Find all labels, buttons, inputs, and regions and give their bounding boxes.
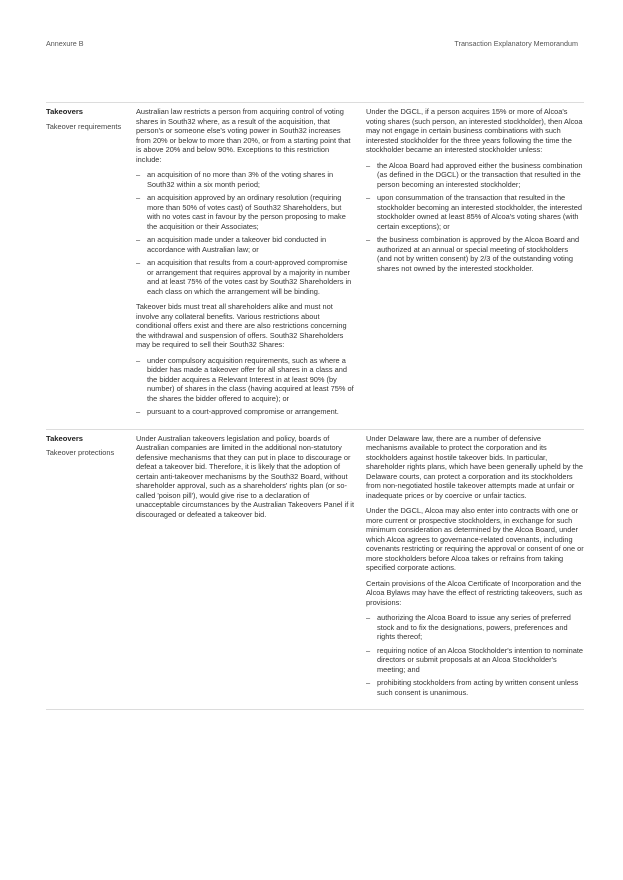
dash-marker: –	[136, 193, 141, 202]
list-item	[136, 193, 354, 231]
list-item	[366, 161, 584, 190]
list-item	[136, 235, 354, 254]
dash-list	[136, 356, 354, 417]
list-item-text: an acquisition that results from a court-approved compromise or arrangement that requires approval by a majority in number and at least 75% of the votes cast by South32 Shareholders in each class on which the arrangement will be binding.	[147, 258, 352, 296]
dash-marker: –	[136, 407, 141, 416]
paragraph: Under Australian takeovers legislation and policy, boards of Australian companies are limited in the additional non-statutory defensive mechanisms that they can put in place to discourage or defeat a takeover bid. Therefore, it is likely that the adoption of certain anti-takeover mechanisms by the South32 Board, without shareholder approval, such as a shareholders' rights plan (or so-called 'poison pill'), would give rise to a declaration of unacceptable circumstances by the Australian Takeovers Panel if it discouraged or defeated a takeover bid.	[136, 433, 355, 519]
list-item-text: upon consummation of the transaction that resulted in the stockholder becoming an interested stockholder, the interested stockholder owned at least 85% of Alcoa's voting shares (with certain exceptions); or	[377, 193, 583, 231]
dash-marker: –	[366, 235, 371, 244]
alcoa-cell	[360, 429, 584, 710]
dash-list	[136, 170, 354, 296]
list-item-text: an acquisition approved by an ordinary resolution (requiring more than 50% of votes cast) of South32 Shareholders, but with no votes cast in favour by the person proposing to make the acquisition or their Associates;	[147, 193, 346, 231]
dash-marker: –	[366, 678, 371, 687]
topic-cell	[46, 103, 136, 430]
dash-marker: –	[366, 613, 371, 622]
paragraph: Takeover bids must treat all shareholders alike and must not involve any collateral benefits. Various restrictions about conditional offers exist and there are also restrictions concerning the withdrawal and suspension of offers. South32 Shareholders may be required to sell their South32 Shares:	[136, 302, 347, 349]
south32-cell	[136, 429, 360, 710]
table-row-takeover-protections	[46, 429, 584, 710]
list-item	[366, 678, 584, 697]
list-item-text: authorizing the Alcoa Board to issue any series of preferred stock and to fix the designations, powers, preferences and rights thereof;	[377, 613, 571, 641]
dash-marker: –	[366, 193, 371, 202]
list-item-text: an acquisition of no more than 3% of the voting shares in South32 within a six month period;	[147, 170, 334, 189]
topic-heading: Takeovers	[46, 433, 84, 443]
list-item-text: under compulsory acquisition requirements, such as where a bidder has made a takeover offer for all shares in a class and the bidder acquires a Relevant Interest in at least 90% (by number) of shares in the class (having acquired at least 75% of the shares the bidder offered to acquire); or	[147, 355, 354, 403]
subtopic-label: Takeover protections	[46, 448, 115, 457]
paragraph: Australian law restricts a person from acquiring control of voting shares in South32 where, as a result of the acquisition, that person's or someone else's voting power in South32 increases from 20% or below to more than 20%, or from a starting point that is above 20% and below 90%. Exceptions to this restriction include:	[136, 107, 351, 164]
dash-marker: –	[366, 160, 371, 170]
dash-marker: –	[136, 258, 141, 267]
comparison-table	[46, 102, 584, 710]
dash-list	[366, 161, 584, 274]
list-item-text: the Alcoa Board had approved either the business combination (as defined in the DGCL) or the transaction that resulted in the person becoming an interested stockholder;	[377, 160, 583, 189]
paragraph: Under Delaware law, there are a number of defensive mechanisms available to protect the corporation and its stockholders against hostile takeover bids. In particular, shareholder rights plans, which have been generally upheld by the Delaware courts, can protect a corporation and its stockholders from non-negotiated hostile takeover attempts made at unfair or inadequate prices or by coercive or unfair tactics.	[366, 433, 583, 500]
list-item-text: an acquisition made under a takeover bid conducted in accordance with Australian law; or	[147, 235, 327, 254]
subtopic-label: Takeover requirements	[46, 121, 122, 131]
list-item	[366, 235, 584, 273]
running-header-left: Annexure B	[46, 39, 84, 48]
list-item-text: prohibiting stockholders from acting by written consent unless such consent is unanimous.	[377, 678, 579, 697]
topic-heading: Takeovers	[46, 107, 84, 116]
south32-cell	[136, 103, 360, 430]
dash-marker: –	[136, 355, 141, 365]
list-item-text: the business combination is approved by the Alcoa Board and authorized at an annual or special meeting of stockholders (and not by written consent) by 2/3 of the outstanding voting shares not owned by the interested stockholder.	[377, 235, 580, 273]
paragraph: Certain provisions of the Alcoa Certificate of Incorporation and the Alcoa Bylaws may have the effect of restricting takeovers, such as provisions:	[366, 578, 583, 607]
paragraph: Under the DGCL, Alcoa may also enter into contracts with one or more current or prospective stockholders, in exchange for such minimum consideration as determined by the Alcoa Board, under which Alcoa agrees to governance-related covenants, including covenants restricting or requiring the approval or consent of one or more stockholders before Alcoa takes or refrains from taking specified corporate actions.	[366, 506, 584, 572]
list-item	[136, 170, 354, 189]
dash-marker: –	[136, 235, 141, 244]
alcoa-cell	[360, 103, 584, 430]
dash-marker: –	[366, 645, 371, 655]
list-item	[136, 356, 354, 404]
running-header-right: Transaction Explanatory Memorandum	[454, 39, 578, 48]
paragraph: Under the DGCL, if a person acquires 15% or more of Alcoa's voting shares (such person, an interested stockholder), then Alcoa may not engage in certain business combinations with such interested stockholder for the three years following the time the stockholder became an interested stockholder unless:	[366, 107, 583, 154]
list-item	[136, 258, 354, 296]
table-row-takeover-requirements	[46, 103, 584, 430]
list-item-text: requiring notice of an Alcoa Stockholder's intention to nominate directors or submit proposals at an Alcoa Stockholder's meeting; and	[377, 645, 584, 674]
list-item	[366, 193, 584, 231]
dash-list	[366, 613, 584, 697]
list-item	[366, 613, 584, 642]
list-item	[366, 646, 584, 675]
list-item-text: pursuant to a court-approved compromise or arrangement.	[147, 407, 339, 416]
list-item	[136, 407, 354, 417]
topic-cell	[46, 429, 136, 710]
dash-marker: –	[136, 170, 141, 179]
